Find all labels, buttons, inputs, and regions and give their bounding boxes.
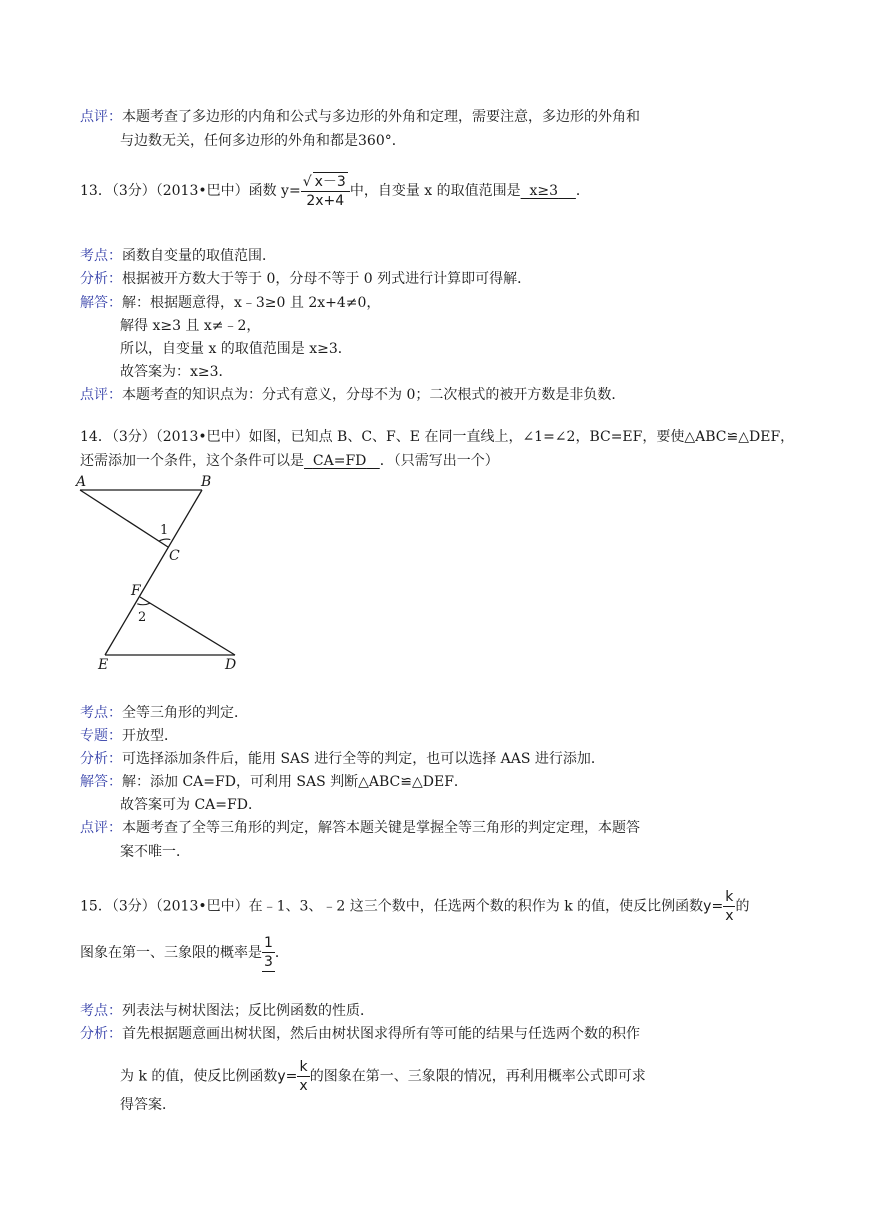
comment-label: 点评： [80, 109, 122, 125]
q15-func-den: x [299, 1078, 308, 1094]
q13-answer-line: 故答案为：x≥3． [120, 364, 233, 380]
comment-label: 点评： [80, 820, 122, 836]
label-b: B [201, 474, 212, 490]
q13-analysis [80, 270, 531, 288]
analysis-label: 分析： [80, 271, 122, 287]
q15-analysis-line1: 首先根据题意画出树状图，然后由树状图求得所有等可能的结果与任选两个数的积作 [122, 1026, 640, 1042]
q13-answer-line: 解：根据题意得，x﹣3≥0 且 2x+4≠0， [122, 295, 381, 311]
q13-analysis-text: 根据被开方数大于等于 0，分母不等于 0 列式进行计算即可得解． [122, 271, 532, 287]
topic-label: 考点： [80, 1003, 122, 1019]
q14-stem-line1: 14．（3分）（2013•巴中）如图，已知点 B、C、F、E 在同一直线上，∠1=∠2，BC=EF，要使△ABC≌△DEF， [80, 429, 795, 445]
q15-ans-den: 3 [264, 954, 273, 970]
q14-stem-after: ．（只需写出一个） [379, 453, 499, 469]
comment-label: 点评： [80, 387, 122, 403]
q14-topic-text: 全等三角形的判定． [122, 705, 248, 721]
q12-comment [80, 108, 640, 126]
q15-func-fraction [723, 888, 735, 925]
q15-stem-before: 15．（3分）（2013•巴中）在﹣1、3、﹣2 这三个数中，任选两个数的积作为 k 的值，使反比例函数 [80, 898, 704, 915]
label-c: C [169, 548, 180, 564]
q15-topic [80, 1002, 374, 1020]
q13-answer-line: 所以，自变量 x 的取值范围是 x≥3． [120, 341, 352, 357]
q13-stem-mid: 中，自变量 x 的取值范围是 [349, 183, 521, 199]
q14-special [80, 727, 178, 745]
analysis-label: 分析： [80, 1026, 122, 1042]
topic-label: 考点： [80, 248, 122, 264]
q14-stem-before: 还需添加一个条件，这个条件可以是 [80, 453, 304, 469]
q13-comment [80, 386, 625, 404]
angle-1-arc [159, 539, 170, 541]
q15-func-num: k [297, 1058, 309, 1077]
q13-stem [80, 172, 590, 210]
q14-comment-line1: 本题考查了全等三角形的判定，解答本题关键是掌握全等三角形的判定定理，本题答 [122, 820, 640, 836]
q14-stem-line2 [80, 452, 499, 470]
special-label: 专题： [80, 728, 122, 744]
q13-answer-text: x≥3 [529, 183, 559, 199]
analysis-label: 分析： [80, 751, 122, 767]
label-e: E [98, 657, 109, 672]
q15-func-num: k [723, 888, 735, 907]
q13-stem-end: ． [575, 183, 590, 199]
q15-analysis-line2-after: 的图象在第一、三象限的情况，再利用概率公式即可求 [309, 1068, 646, 1085]
q13-denominator: 2x+4 [306, 193, 345, 209]
q15-line2-before: 图象在第一、三象限的概率是 [80, 945, 262, 961]
label-d: D [225, 657, 237, 672]
segment-ac [80, 490, 168, 547]
q14-answer-line: 解：添加 CA=FD，可利用 SAS 判断△ABC≌△DEF． [122, 774, 468, 790]
segment-be [105, 490, 202, 655]
q15-stem-after: 的 [735, 898, 750, 915]
q14-analysis [80, 750, 605, 768]
q14-comment [80, 819, 640, 837]
q13-topic [80, 247, 276, 265]
q14-figure [74, 472, 254, 672]
label-f: F [131, 583, 141, 599]
label-a: A [76, 474, 87, 490]
q15-analysis-line3: 得答案． [120, 1097, 176, 1113]
answer-label: 解答： [80, 774, 122, 790]
label-angle-2: 2 [138, 610, 147, 625]
q13-answer-line: 解得 x≥3 且 x≠﹣2， [120, 318, 261, 334]
q12-comment-line2: 与边数无关，任何多边形的外角和都是360°． [120, 133, 406, 149]
q12-comment-line1: 本题考查了多边形的内角和公式与多边形的外角和定理，需要注意，多边形的外角和 [122, 109, 640, 125]
q15-func-prefix: y= [703, 898, 724, 915]
segment-fd [140, 597, 235, 655]
q14-answer-line: 故答案可为 CA=FD． [120, 797, 262, 813]
angle-2-arc [137, 603, 150, 605]
q13-answer-block [80, 294, 380, 312]
q14-answer-block [80, 773, 468, 791]
radical-sign: √ [302, 174, 312, 190]
q13-topic-text: 函数自变量的取值范围． [122, 248, 276, 264]
answer-label: 解答： [80, 295, 122, 311]
q13-sqrt-content: x－3 [314, 174, 346, 190]
q15-line2-after: ． [274, 945, 289, 961]
topic-label: 考点： [80, 705, 122, 721]
q13-answer [521, 183, 576, 199]
q13-stem-before: 13．（3分）（2013•巴中）函数 y= [80, 183, 301, 199]
q13-comment-text: 本题考查的知识点为：分式有意义，分母不为 0；二次根式的被开方数是非负数． [122, 387, 626, 403]
q15-answer-fraction [262, 934, 275, 972]
q14-comment-line2: 案不唯一． [120, 844, 190, 860]
q15-analysis-line2-before: 为 k 的值，使反比例函数 [120, 1068, 278, 1085]
q14-topic [80, 704, 248, 722]
q15-stem-line2 [80, 934, 289, 972]
q15-analysis-line2 [120, 1058, 646, 1095]
q14-answer-text: CA=FD [312, 453, 367, 469]
q15-ans-num: 1 [264, 935, 273, 951]
q15-stem-line1 [80, 888, 749, 925]
q15-func-fraction [297, 1058, 309, 1095]
q15-func-prefix: y= [277, 1068, 298, 1085]
q14-analysis-text: 可选择添加条件后，能用 SAS 进行全等的判定，也可以选择 AAS 进行添加． [122, 751, 605, 767]
q15-analysis [80, 1025, 640, 1043]
label-angle-1: 1 [160, 523, 169, 538]
q14-special-text: 开放型． [122, 728, 178, 744]
q13-fraction [301, 172, 350, 210]
q15-topic-text: 列表法与树状图法；反比例函数的性质． [122, 1003, 374, 1019]
q14-answer [304, 453, 380, 469]
q15-func-den: x [725, 908, 734, 924]
